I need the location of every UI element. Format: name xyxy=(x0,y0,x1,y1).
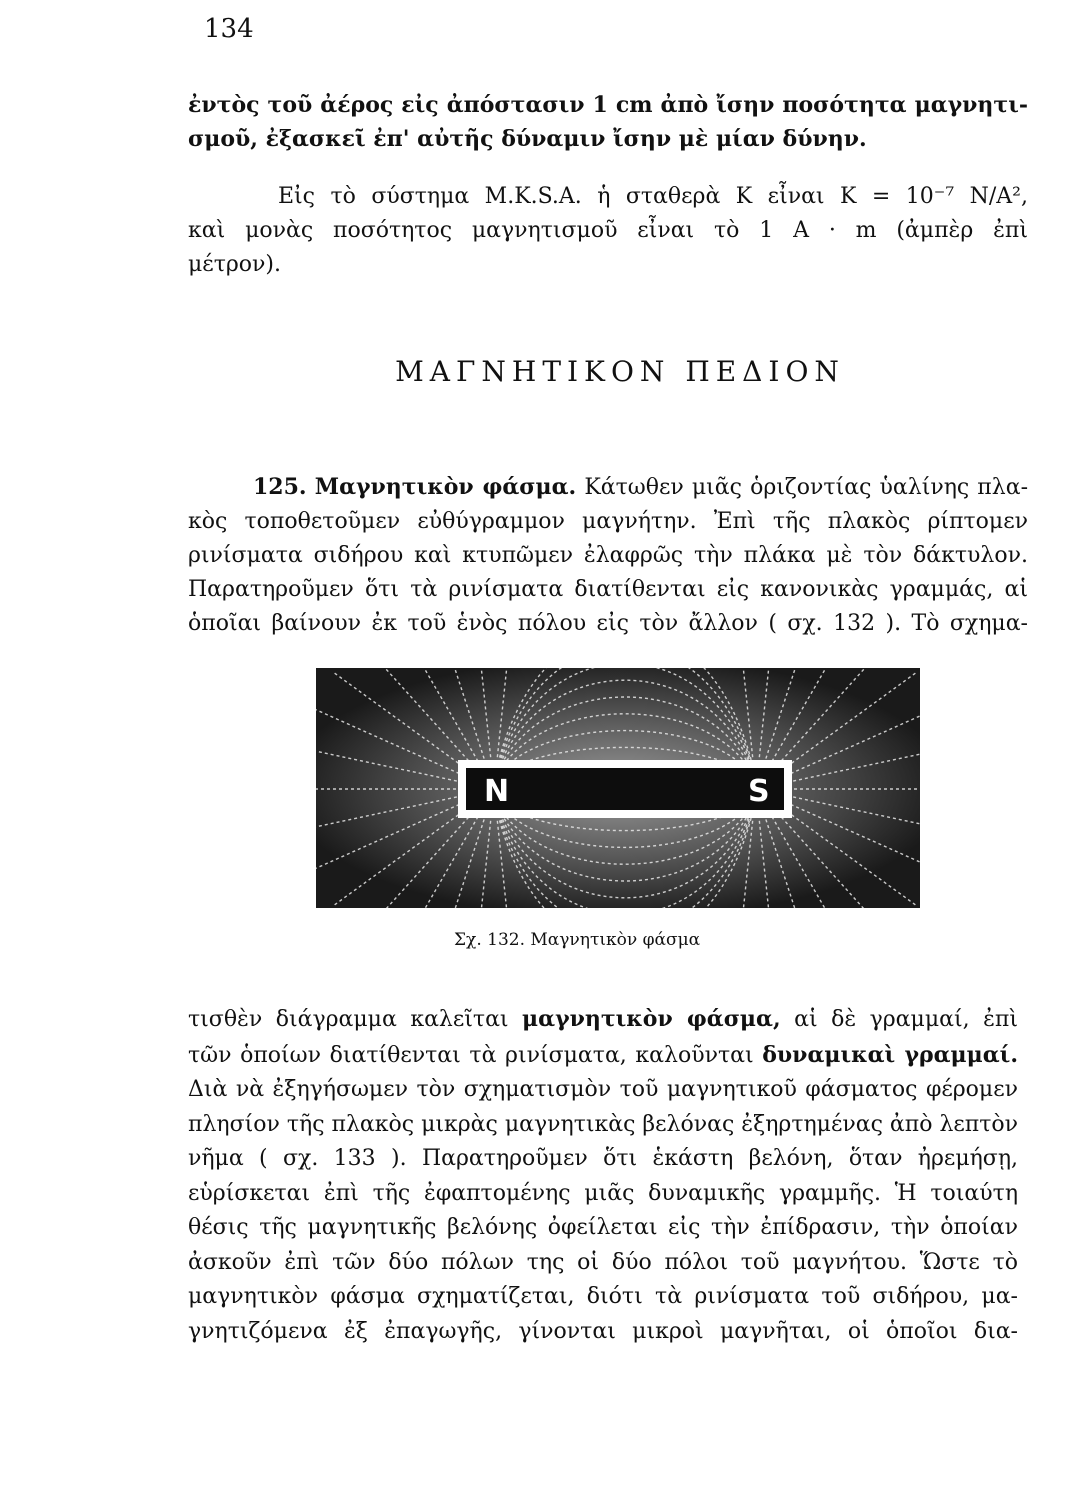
section-line: ὁποῖαι βαίνουν ἐκ τοῦ ἑνὸς πόλου εἰς τὸν ἄλλον ( σχ. 132 ). Τὸ σχημα- xyxy=(188,611,1028,636)
north-pole-label: N xyxy=(484,774,510,809)
section-line: ρινίσματα σιδήρου καὶ κτυπῶμεν ἐλαφρῶς τὴν πλάκα μὲ τὸν δάκτυλον. xyxy=(188,543,1028,568)
tail-line-1 xyxy=(188,1002,1018,1038)
intro-line: ἐντὸς τοῦ ἀέρος εἰς ἀπόστασιν 1 cm ἀπὸ ἴσην ποσότητα μαγνητι- xyxy=(188,92,1028,118)
tail-line: νῆμα ( σχ. 133 ). Παρατηροῦμεν ὅτι ἑκάστη βελόνη, ὅταν ἠρεμήσῃ, xyxy=(188,1146,1018,1171)
tail-line: πλησίον τῆς πλακὸς μικρὰς μαγνητικὰς βελόνας ἐξηρτημένας ἀπὸ λεπτὸν xyxy=(188,1111,1019,1137)
units-line: καὶ μονὰς ποσότητος μαγνητισμοῦ εἶναι τὸ 1 A · m (ἀμπὲρ ἐπὶ xyxy=(188,218,1028,243)
tail-line: θέσις τῆς μαγνητικῆς βελόνης ὀφείλεται εἰς τὴν ἐπίδρασιν, τὴν ὁποίαν xyxy=(188,1215,1018,1240)
tail-line: εὑρίσκεται ἐπὶ τῆς ἐφαπτομένης μιᾶς δυναμικῆς γραμμῆς. Ἡ τοιαύτη xyxy=(188,1180,1018,1206)
term-magnetic-spectrum: μαγνητικὸν φάσμα, xyxy=(522,1006,781,1032)
explanation-paragraph xyxy=(188,1002,1018,1349)
units-line: μέτρον). xyxy=(188,252,281,277)
intro-paragraph xyxy=(188,88,1028,156)
tail-text: αἱ δὲ γραμμαί, ἐπὶ xyxy=(780,1007,1018,1032)
section-line: κὸς τοποθετοῦμεν εὐθύγραμμον μαγνήτην. Ἐπὶ τῆς πλακὸς ρίπτομεν xyxy=(188,509,1028,534)
section-number: 125. xyxy=(253,474,307,500)
tail-line-2 xyxy=(188,1038,1018,1074)
intro-line: σμοῦ, ἐξασκεῖ ἐπ' αὐτῆς δύναμιν ἴσην μὲ μίαν δύνην. xyxy=(188,126,867,152)
tail-text: τῶν ὁποίων διατίθενται τὰ ρινίσματα, καλοῦνται xyxy=(188,1042,763,1068)
section-125 xyxy=(188,470,1028,641)
section-first-line-text: Κάτωθεν μιᾶς ὁριζοντίας ὑαλίνης πλα- xyxy=(584,475,1029,500)
section-line: Παρατηροῦμεν ὅτι τὰ ρινίσματα διατίθενται εἰς κανονικὰς γραμμάς, αἱ xyxy=(188,577,1028,602)
iron-filings-image xyxy=(316,668,920,908)
tail-text: τισθὲν διάγραμμα καλεῖται xyxy=(188,1007,523,1032)
units-line: Εἰς τὸ σύστημα M.K.S.A. ἡ σταθερὰ K εἶναι K = 10⁻⁷ N/A², xyxy=(278,184,1028,209)
figure-caption: Σχ. 132. Μαγνητικὸν φάσμα xyxy=(454,930,701,950)
tail-line: γνητιζόμενα ἐξ ἐπαγωγῆς, γίνονται μικροὶ μαγνῆται, οἱ ὁποῖοι δια- xyxy=(188,1318,1018,1344)
section-first-line xyxy=(188,470,1028,505)
chapter-heading: ΜΑΓΝΗΤΙΚΟΝ ΠΕΔΙΟΝ xyxy=(395,355,845,388)
tail-line: Διὰ νὰ ἐξηγήσωμεν τὸν σχηματισμὸν τοῦ μαγνητικοῦ φάσματος φέρομεν xyxy=(188,1077,1018,1102)
units-paragraph xyxy=(188,180,1028,282)
page-number: 134 xyxy=(204,14,254,44)
tail-line: μαγνητικὸν φάσμα σχηματίζεται, διότι τὰ ρινίσματα τοῦ σιδήρου, μα- xyxy=(188,1284,1018,1309)
term-field-lines: δυναμικαὶ γραμμαί. xyxy=(762,1041,1018,1068)
south-pole-label: S xyxy=(748,774,770,809)
section-title: Μαγνητικὸν φάσμα. xyxy=(314,474,577,500)
magnetic-spectrum-figure xyxy=(316,668,920,908)
tail-line: ἀσκοῦν ἐπὶ τῶν δύο πόλων της οἱ δύο πόλοι τοῦ μαγνήτου. Ὥστε τὸ xyxy=(188,1249,1018,1275)
